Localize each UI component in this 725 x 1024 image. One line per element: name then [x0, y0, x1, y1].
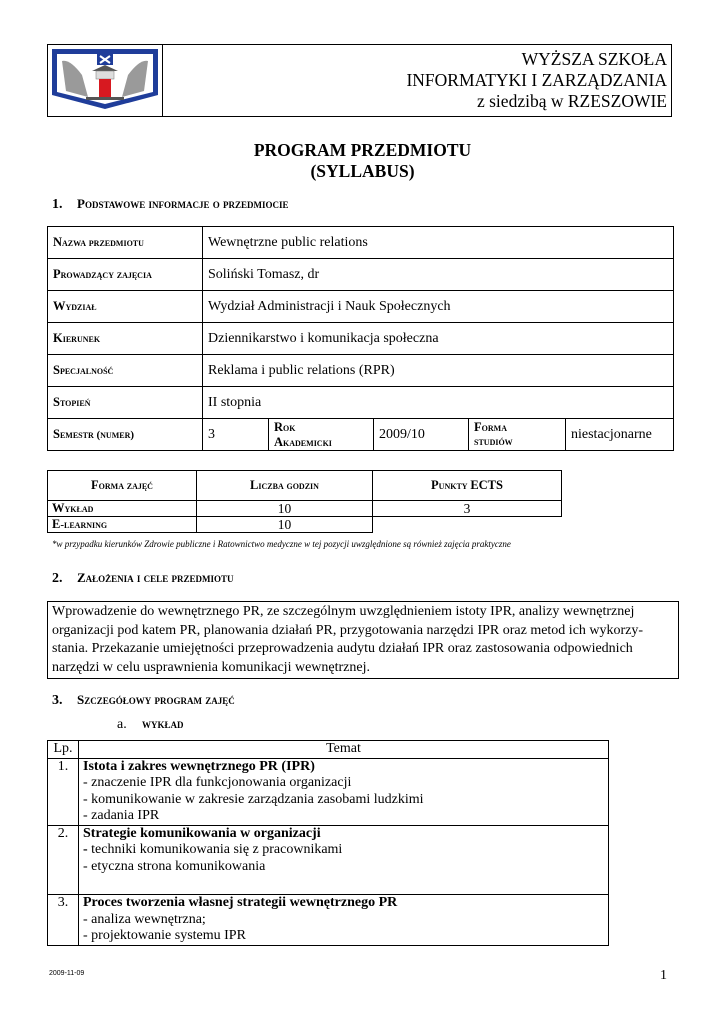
- objectives-line: narzędzi w celu usprawnienia komunikacji wewnętrznej.: [52, 659, 370, 675]
- form-label: Wykład: [48, 501, 197, 517]
- topic-item: - etyczna strona komunikowania: [83, 858, 266, 874]
- topic-title: Strategie komunikowania w organizacji: [83, 825, 321, 841]
- ects-value: 3: [373, 501, 562, 517]
- section-1-heading: [52, 196, 289, 213]
- table-row: [48, 895, 609, 946]
- topic-item: - komunikowanie w zakresie zarządzania zasobami ludzkimi: [83, 791, 424, 807]
- objectives-line: organizacji pod katem PR, planowania działań PR, przygotowania narzędzi IPR oraz metod ich wykorzy-: [52, 622, 644, 638]
- row-value: Wewnętrzne public relations: [203, 227, 674, 259]
- semester-label: Semestr (numer): [48, 419, 203, 451]
- topic-title: Istota i zakres wewnętrznego PR (IPR): [83, 758, 315, 774]
- row-value: Wydział Administracji i Nauk Społecznych: [203, 291, 674, 323]
- form-hours: 10: [197, 501, 373, 517]
- objectives-box: [47, 601, 679, 679]
- form-hours: 10: [197, 517, 373, 533]
- subsection-a-heading: [117, 716, 184, 733]
- row-topic: [79, 758, 609, 825]
- section-3-number: 3.: [52, 693, 63, 708]
- section-3-title-cap: S: [77, 692, 85, 707]
- row-value: Soliński Tomasz, dr: [203, 259, 674, 291]
- header-liczba: Liczba godzin: [197, 471, 373, 501]
- forms-footnote: *w przypadku kierunków Zdrowie publiczne i Ratownictwo medyczne w tej pozycji uwzględnione są również zajęcia praktyczne: [52, 539, 511, 549]
- table-row: [48, 387, 674, 419]
- row-label: Specjalność: [48, 355, 203, 387]
- footer-date: 2009-11-09: [49, 970, 85, 977]
- row-topic: [79, 825, 609, 895]
- rok-akademicki-label: Rok Akademicki: [269, 419, 374, 451]
- objectives-line: stania. Przekazanie umiejętności przeprowadzenia audytu działań IPR oraz zastosowania odpowiednich: [52, 641, 633, 656]
- row-lp: 3.: [48, 895, 79, 946]
- objectives-line: Wprowadzenie do wewnętrznego PR, ze szczególnym uwzględnieniem istoty IPR, analizy wewnętrznej: [52, 604, 635, 619]
- col-lp: Lp.: [48, 741, 79, 759]
- university-line-2: INFORMATYKI I ZARZĄDZANIA: [406, 70, 667, 90]
- section-2-heading: [52, 570, 233, 587]
- lecture-program-table: [47, 740, 609, 946]
- row-label: Wydział: [48, 291, 203, 323]
- table-row: [48, 355, 674, 387]
- section-1-number: 1.: [52, 197, 63, 212]
- row-label: Nazwa przedmiotu: [48, 227, 203, 259]
- page-number: 1: [660, 968, 667, 983]
- semester-value: 3: [203, 419, 269, 451]
- section-2-number: 2.: [52, 571, 63, 586]
- table-row: [48, 758, 609, 825]
- topic-title: Proces tworzenia własnej strategii wewnętrznego PR: [83, 895, 398, 910]
- topic-item: - projektowanie systemu IPR: [83, 928, 246, 943]
- university-line-1: WYŻSZA SZKOŁA: [521, 49, 667, 69]
- table-row: [48, 323, 674, 355]
- table-row: [48, 517, 562, 533]
- row-label: Stopień: [48, 387, 203, 419]
- row-lp: 2.: [48, 825, 79, 895]
- col-temat: Temat: [79, 741, 609, 759]
- header-forma: Forma zajęć: [48, 471, 197, 501]
- forma-studiow-value: niestacjonarne: [566, 419, 674, 451]
- topic-item: - znaczenie IPR dla funkcjonowania organizacji: [83, 775, 352, 790]
- subsection-title: wykład: [142, 716, 184, 731]
- row-topic: [79, 895, 609, 946]
- semester-row: [48, 419, 674, 451]
- forma-studiow-label: Forma studiów: [469, 419, 566, 451]
- logo-cell: [48, 45, 163, 117]
- header-table: [47, 44, 672, 117]
- row-value: II stopnia: [203, 387, 674, 419]
- section-3-title: zczegółowy program zajęć: [84, 692, 235, 707]
- table-row: [48, 227, 674, 259]
- topic-item: - analiza wewnętrzna;: [83, 911, 206, 927]
- table-row: [48, 259, 674, 291]
- rok-akademicki-value: 2009/10: [374, 419, 469, 451]
- basic-info-table: [47, 226, 674, 451]
- program-header-row: [48, 741, 609, 759]
- page-title: [0, 140, 725, 182]
- section-2-title-cap: Z: [77, 570, 86, 585]
- row-value: Reklama i public relations (RPR): [203, 355, 674, 387]
- row-lp: 1.: [48, 758, 79, 825]
- forms-header-row: [48, 471, 562, 501]
- row-value: Dziennikarstwo i komunikacja społeczna: [203, 323, 674, 355]
- university-logo-icon: [48, 45, 162, 111]
- topic-item: - techniki komunikowania się z pracownikami: [83, 842, 343, 857]
- table-row: [48, 501, 562, 517]
- university-line-3: z siedzibą w RZESZOWIE: [476, 91, 667, 111]
- title-line-2: (SYLLABUS): [310, 161, 415, 181]
- section-1-title: odstawowe informacje o przedmiocie: [84, 196, 289, 211]
- row-label: Prowadzący zajęcia: [48, 259, 203, 291]
- table-row: [48, 825, 609, 895]
- topic-item: - zadania IPR: [83, 808, 160, 823]
- section-1-title-cap: P: [77, 196, 85, 211]
- form-label: E-learning: [48, 517, 197, 533]
- subsection-letter: a.: [117, 717, 127, 732]
- section-2-title: ałożenia i cele przedmiotu: [85, 570, 234, 585]
- row-label: Kierunek: [48, 323, 203, 355]
- forms-table: [47, 470, 562, 533]
- table-row: [48, 291, 674, 323]
- section-3-heading: [52, 692, 235, 709]
- title-line-1: PROGRAM PRZEDMIOTU: [253, 140, 472, 160]
- university-name-cell: [163, 45, 672, 117]
- header-punkty: Punkty ECTS: [373, 471, 562, 501]
